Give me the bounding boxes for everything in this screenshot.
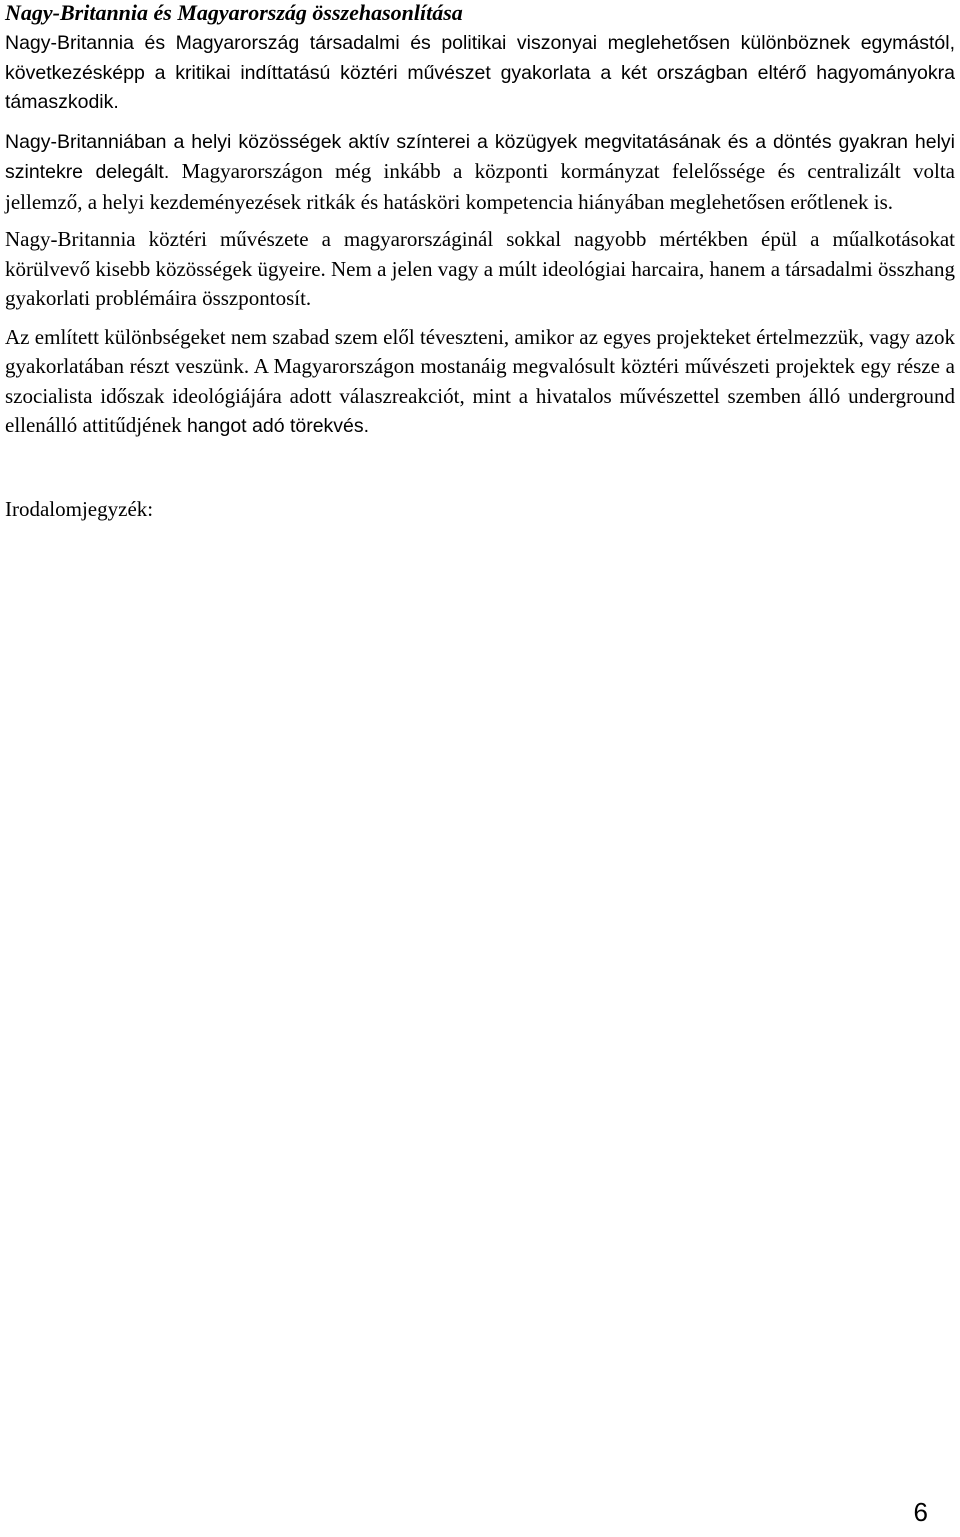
paragraph-3-text-a: Nagy-Britannia köztéri művészete a magyarországinál sokkal nagyobb mértékben épül a műalkotásokat körülvevő kisebb közösségek ügyeire. xyxy=(5,227,955,281)
document-body xyxy=(5,0,955,524)
paragraph-3-text-b: Nem a jelen vagy a múlt ideológiai harcaira, hanem a társadalmi összhang gyakorlati problémáira összpontosít. xyxy=(5,256,955,310)
paragraph-4-text-b: A Magyarországon mostanáig megvalósult köztéri művészeti projektek egy része a szocialista időszak ideológiájára adott válaszreakciót, mint a hivatalos művészettel szemben álló underground ellenálló attitűdjének xyxy=(5,354,955,437)
paragraph-4-text-a: Az említett különbségeket nem szabad szem elől téveszteni, amikor az egyes projekteket értelmezzük, vagy azok gyakorlatában részt veszünk. xyxy=(5,324,955,378)
paragraph-2-text-a: Nagy-Britanniában a helyi közösségek aktív színterei a közügyek megvitatásának és a döntés gyakran helyi szintekre delegált. xyxy=(5,130,955,183)
paragraph-4 xyxy=(5,323,955,442)
paragraph-2-text-b: Magyarországon még inkább a központi kormányzat felelőssége és centralizált volta jellemző, a helyi kezdeményezések ritkák és hatásköri kompetencia hiányában meglehetősen erőtlenek is. xyxy=(5,159,956,214)
paragraph-3 xyxy=(5,225,955,314)
paragraph-1-text: Nagy-Britannia és Magyarország társadalmi és politikai viszonyai meglehetősen különböznek egymástól, következésképp a kritikai indíttatású köztéri művészet gyakorlata a két országban eltérő hagyományokra támaszkodik. xyxy=(5,32,955,113)
section-heading: Nagy-Britannia és Magyarország összehasonlítása xyxy=(5,0,463,25)
paragraph-1 xyxy=(5,29,955,118)
paragraph-2 xyxy=(5,127,955,218)
paragraph-4-text-c: hangot adó törekvés. xyxy=(186,415,370,437)
references-label: Irodalomjegyzék: xyxy=(5,496,154,521)
page-number: 6 xyxy=(913,1497,928,1527)
